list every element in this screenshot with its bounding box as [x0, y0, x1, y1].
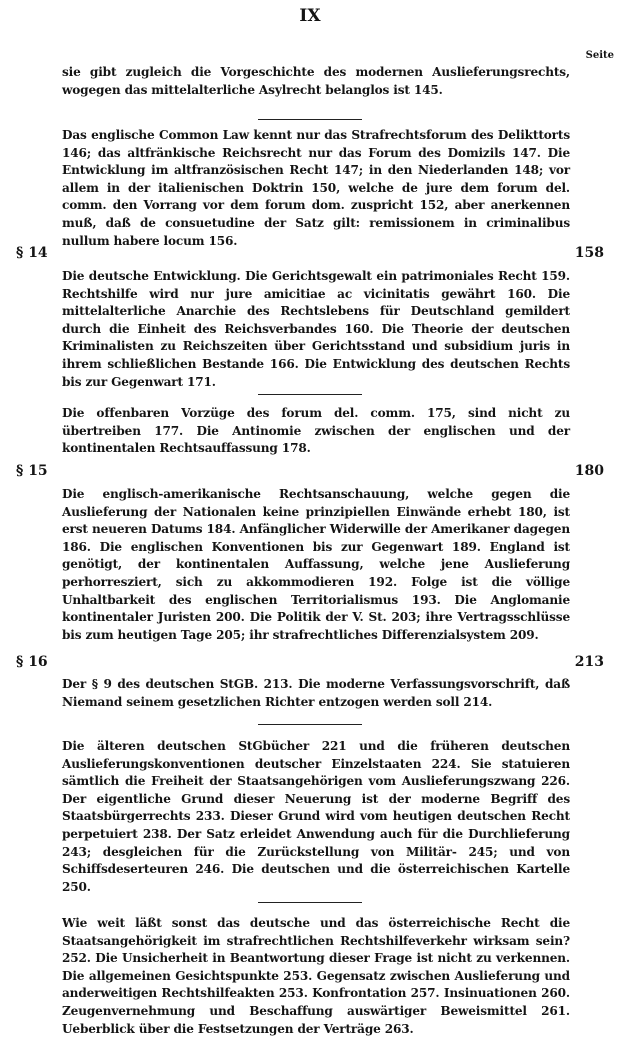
paragraph: Die offenbaren Vorzüge des forum del. comm. 175, sind nicht zu übertreiben 177. Die Antinomie zwischen der englischen und der kontinentalen Rechtsauffassung 178. [62, 406, 570, 456]
separator-rule [258, 902, 362, 903]
paragraph: Das englische Common Law kennt nur das Strafrechtsforum des Delikttorts 146; das altfränkische Reichsrecht nur das Forum des Domizils 147. Die Entwicklung im altfranzösischen Recht 147; in den Niederlanden 148; vor allem in der italienischen Doktrin 150, welche de jure dem forum del. comm. den Vorrang vor dem forum dom. zuspricht 152, aber anerkennen muß, daß de consuetudine der Satz gilt: remissionem in criminalibus nullum habere locum 156. [62, 128, 570, 248]
section-number: § 14 [16, 245, 48, 261]
section-page: 213 [574, 654, 604, 670]
section-heading [16, 463, 604, 481]
separator-rule [258, 724, 362, 725]
paragraph: sie gibt zugleich die Vorgeschichte des modernen Auslieferungsrechts, wogegen das mittelalterliche Asylrecht belanglos ist 145. [62, 65, 570, 97]
paragraph: Die englisch-amerikanische Rechtsanschauung, welche gegen die Auslieferung der Nationalen keine prinzipiellen Einwände erhebt 180, ist erst neueren Datums 184. Anfänglicher Widerwille der Amerikaner dagegen 186. Die englischen Konventionen bis zur Gegenwart 189. England ist genötigt, der kontinentalen Auffassung, welche jene Auslieferung perhorresziert, sich zu akkommodieren 192. Folge ist die völlige Unhaltbarkeit des englischen Territorialismus 193. Die Anglomanie kontinentaler Juristen 200. Die Politik der V. St. 203; ihre Vertragsschlüsse bis zum heutigen Tage 205; ihr strafrechtliches Differenzialsystem 209. [62, 487, 570, 642]
section-heading [16, 245, 604, 263]
section-heading [16, 654, 604, 672]
column-label: Seite [585, 50, 614, 61]
section-page: 158 [574, 245, 604, 261]
paragraph: Die deutsche Entwicklung. Die Gerichtsgewalt ein patrimoniales Recht 159. Rechtshilfe wird nur jure amicitiae ac vicinitatis gewährt 160. Die mittelalterliche Anarchie des Rechtslebens für Deutschland gemildert durch die Einheit des Reichsverbandes 160. Die Theorie der deutschen Kriminalisten zu Reichszeiten über Gerichtsstand und subsidium juris in ihrem schließlichen Bestande 166. Die Entwicklung des deutschen Rechts bis zur Gegenwart 171. [62, 269, 570, 389]
section-number: § 16 [16, 654, 48, 670]
separator-rule [258, 119, 362, 120]
section-number: § 15 [16, 463, 48, 479]
page-number: IX [299, 6, 321, 26]
section-page: 180 [574, 463, 604, 479]
paragraph: Die älteren deutschen StGbücher 221 und die früheren deutschen Auslieferungskonventionen deutscher Einzelstaaten 224. Sie statuieren sämtlich die Freiheit der Staatsangehörigen vom Auslieferungszwang 226. Der eigentliche Grund dieser Neuerung ist der moderne Begriff des Staatsbürgerrechts 233. Dieser Grund wird vom heutigen deutschen Recht perpetuiert 238. Der Satz erleidet Anwendung auch für die Durchlieferung 243; desgleichen für die Zurückstellung von Militär- 245; und von Schiffsdeserteuren 246. Die deutschen und die österreichischen Kartelle 250. [62, 739, 570, 894]
paragraph: Der § 9 des deutschen StGB. 213. Die moderne Verfassungsvorschrift, daß Niemand seinem gesetzlichen Richter entzogen werden soll 214. [62, 677, 570, 709]
paragraph: Wie weit läßt sonst das deutsche und das österreichische Recht die Staatsangehörigkeit im strafrechtlichen Rechtshilfeverkehr wirksam sein? 252. Die Unsicherheit in Beantwortung dieser Frage ist nicht zu verkennen. Die allgemeinen Gesichtspunkte 253. Gegensatz zwischen Auslieferung und anderweitigen Rechtshilfeakten 253. Konfrontation 257. Insinuationen 260. Zeugenvernehmung und Beschaffung auswärtiger Beweismittel 261. Ueberblick über die Festsetzungen der Verträge 263. [62, 916, 570, 1036]
separator-rule [258, 394, 362, 395]
